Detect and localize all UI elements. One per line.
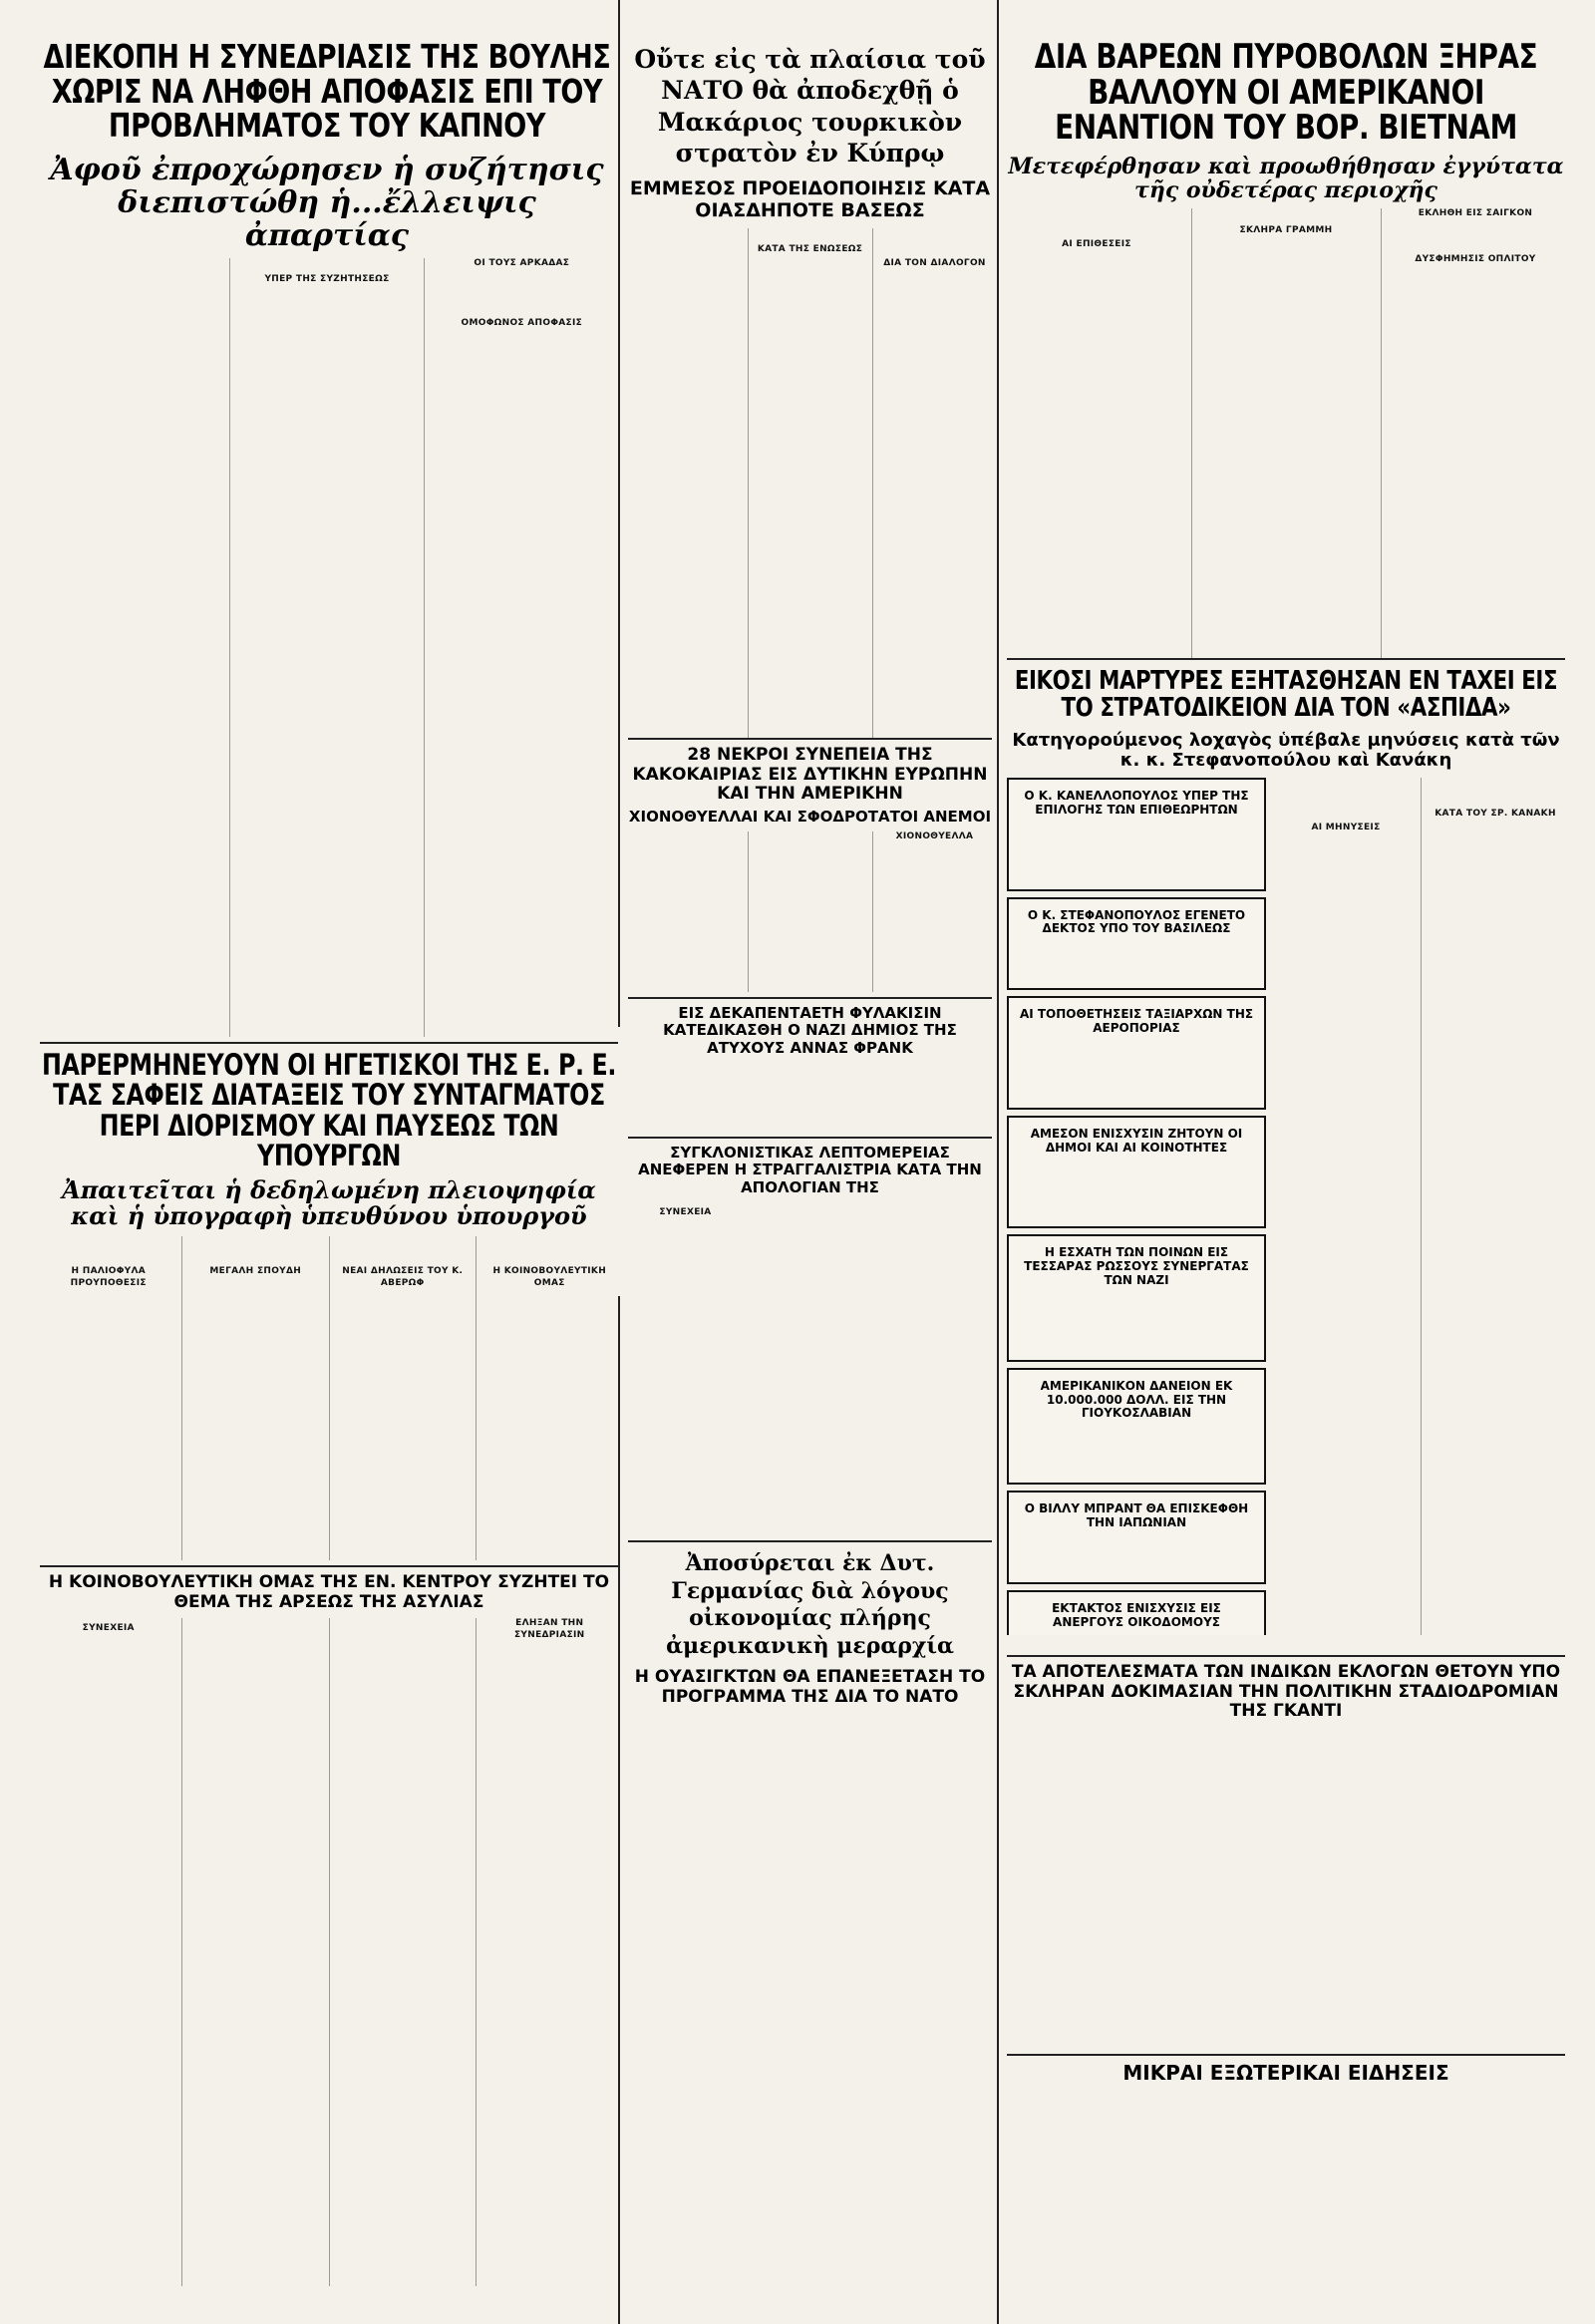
- aspida-deck: Κατηγορούμενος λοχαγὸς ὑπέβαλε μηνύσεις κατὰ τῶν κ. κ. Στεφανοπούλου καὶ Κανάκη: [1012, 729, 1560, 772]
- section-rule: [1007, 2054, 1565, 2056]
- asylum-body: [40, 1618, 618, 2286]
- germany-deck: Η ΟΥΑΣΙΓΚΤΩΝ ΘΑ ΕΠΑΝΕΞΕΤΑΣΗ ΤΟ ΠΡΟΓΡΑΜΜΑ ΤΗΣ ΔΙΑ ΤΟ ΝΑΤΟ: [634, 1667, 986, 1707]
- sidebar-brief-title: ΑΜΕΡΙΚΑΝΙΚΟΝ ΔΑΝΕΙΟΝ ΕΚ 10.000.000 ΔΟΛΛ. ΕΙΣ ΤΗΝ ΓΙΟΥΚΟΣΛΑΒΙΑΝ: [1040, 1378, 1233, 1421]
- sidebar-brief: [1007, 897, 1266, 991]
- section-rule: [628, 997, 992, 999]
- sidebar-brief-title: ΕΚΤΑΚΤΟΣ ΕΝΙΣΧΥΣΙΣ ΕΙΣ ΑΝΕΡΓΟΥΣ ΟΙΚΟΔΟΜΟΥΣ: [1052, 1600, 1221, 1629]
- strangler-headline: ΣΥΓΚΛΟΝΙΣΤΙΚΑΣ ΛΕΠΤΟΜΕΡΕΙΑΣ ΑΝΕΦΕΡΕΝ Η ΣΤΡΑΓΓΑΛΙΣΤΡΙΑ ΚΑΤΑ ΤΗΝ ΑΠΟΛΟΓΙΑΝ ΤΗΣ: [638, 1144, 982, 1196]
- frank-headline: ΕΙΣ ΔΕΚΑΠΕΝΤΑΕΤΗ ΦΥΛΑΚΙΣΙΝ ΚΑΤΕΔΙΚΑΣΘΗ Ο ΝΑΖΙ ΔΗΜΙΟΣ ΤΗΣ ΑΤΥΧΟΥΣ ΑΝΝΑΣ ΦΡΑΝΚ: [663, 1004, 957, 1057]
- aspida-headline: ΕΙΚΟΣΙ ΜΑΡΤΥΡΕΣ ΕΞΗΤΑΣΘΗΣΑΝ ΕΝ ΤΑΧΕΙ ΕΙΣ ΤΟ ΣΤΡΑΤΟΔΙΚΕΙΟΝ ΔΙΑ ΤΟΝ «ΑΣΠΙΔΑ»: [1014, 666, 1558, 724]
- weather-article: [628, 738, 992, 992]
- section-rule: [628, 1137, 992, 1139]
- weather-headline: 28 ΝΕΚΡΟΙ ΣΥΝΕΠΕΙΑ ΤΗΣ ΚΑΚΟΚΑΙΡΙΑΣ ΕΙΣ ΔΥΤΙΚΗΝ ΕΥΡΩΠΗΝ ΚΑΙ ΤΗΝ ΑΜΕΡΙΚΗΝ: [632, 745, 988, 805]
- frank-body: [628, 1063, 992, 1132]
- lead-right-headline: ΔΙΑ ΒΑΡΕΩΝ ΠΥΡΟΒΟΛΩΝ ΞΗΡΑΣ ΒΑΛΛΟΥΝ ΟΙ ΑΜΕΡΙΚΑΝΟΙ ΕΝΑΝΤΙΟΝ ΤΟΥ ΒΟΡ. ΒΙΕΤΝΑΜ: [1034, 40, 1538, 149]
- column-rule: [618, 1296, 620, 2324]
- strangler-article: [628, 1137, 992, 1535]
- india-body: [1007, 1728, 1565, 2047]
- constitution-body: [40, 1236, 618, 1560]
- sidebar-brief-title: ΑΜΕΣΟΝ ΕΝΙΣΧΥΣΙΝ ΖΗΤΟΥΝ ΟΙ ΔΗΜΟΙ ΚΑΙ ΑΙ ΚΟΙΝΟΤΗΤΕΣ: [1030, 1126, 1243, 1155]
- aspida-subhead: ΚΑΤΑ ΤΟΥ ΣΡ. ΚΑΝΑΚΗ: [1435, 808, 1556, 819]
- lead-right-body: [1007, 208, 1565, 658]
- section-rule: [628, 1540, 992, 1542]
- sidebar-brief: [1007, 1116, 1266, 1229]
- germany-headline: Ἀποσύρεται ἐκ Δυτ. Γερμανίας διὰ λόγους οἰκονομίας πλήρης ἀμερικανικὴ μεραρχία: [666, 1550, 954, 1659]
- sidebar-brief: [1007, 778, 1266, 891]
- sidebar-brief-title: Ο Κ. ΚΑΝΕΛΛΟΠΟΥΛΟΣ ΥΠΕΡ ΤΗΣ ΕΠΙΛΟΓΗΣ ΤΩΝ ΕΠΙΘΕΩΡΗΤΩΝ: [1024, 789, 1249, 817]
- sidebar-brief: [1007, 996, 1266, 1110]
- germany-body: [628, 1713, 992, 2308]
- sidebar-brief-title: Ο Κ. ΣΤΕΦΑΝΟΠΟΥΛΟΣ ΕΓΕΝΕΤΟ ΔΕΚΤΟΣ ΥΠΟ ΤΟΥ ΒΑΣΙΛΕΩΣ: [1027, 907, 1246, 936]
- weather-deck: ΧΙΟΝΟΘΥΕΛΛΑΙ ΚΑΙ ΣΦΟΔΡΟΤΑΤΟΙ ΑΝΕΜΟΙ: [628, 807, 992, 826]
- asylum-subhead: ΕΛΗΞΑΝ ΤΗΝ ΣΥΝΕΔΡΙΑΣΙΝ: [513, 1618, 585, 1640]
- aspida-subhead: ΑΙ ΜΗΝΥΣΕΙΣ: [1311, 823, 1381, 833]
- sidebar-brief: [1007, 1590, 1266, 1635]
- aspida-body: [1276, 778, 1565, 1635]
- constitution-article: [40, 1042, 618, 1560]
- lead-mid-body: [628, 228, 992, 738]
- section-rule: [40, 1565, 618, 1567]
- strangler-body: [628, 1202, 992, 1531]
- column-rule: [997, 0, 999, 2324]
- section-rule: [1007, 658, 1565, 660]
- lead-left-subheadline: Ἀφοῦ ἐπροχώρησεν ἡ συζήτησις διεπιστώθη ἡ...ἔλλειψις ἀπαρτίας: [50, 152, 604, 253]
- constitution-subhead: Η ΠΑΛΙΟΦΥΛΑ ΠΡΟΥΠΟΘΕΣΙΣ: [70, 1266, 147, 1289]
- lead-left-subhead: ΟΙ ΤΟΥΣ ΑΡΚΑΔΑΣ: [474, 257, 570, 268]
- sidebar-brief-title: Η ΕΣΧΑΤΗ ΤΩΝ ΠΟΙΝΩΝ ΕΙΣ ΤΕΣΣΑΡΑΣ ΡΩΣΣΟΥΣ ΣΥΝΕΡΓΑΤΑΣ ΤΩΝ ΝΑΖΙ: [1024, 1245, 1249, 1287]
- frank-article: [628, 997, 992, 1132]
- lead-right-subhead: ΕΚΛΗΘΗ ΕΙΣ ΣΑΙΓΚΟΝ: [1418, 208, 1533, 219]
- constitution-subhead: Η ΚΟΙΝΟΒΟΥΛΕΥΤΙΚΗ ΟΜΑΣ: [492, 1266, 607, 1289]
- sidebar-brief-title: Ο ΒΙΛΛΥ ΜΠΡΑΝΤ ΘΑ ΕΠΙΣΚΕΦΘΗ ΤΗΝ ΙΑΠΩΝΙΑΝ: [1024, 1501, 1249, 1529]
- asylum-headline: Η ΚΟΙΝΟΒΟΥΛΕΥΤΙΚΗ ΟΜΑΣ ΤΗΣ ΕΝ. ΚΕΝΤΡΟΥ ΣΥΖΗΤΕΙ ΤΟ ΘΕΜΑ ΤΗΣ ΑΡΣΕΩΣ ΤΗΣ ΑΣΥΛΙΑΣ: [48, 1572, 610, 1612]
- lead-right-article: [1007, 40, 1565, 658]
- sidebar-brief: [1007, 1368, 1266, 1485]
- sidebar-briefs: [1007, 778, 1266, 1635]
- lead-right-subhead: ΑΙ ΕΠΙΘΕΣΕΙΣ: [1062, 239, 1131, 250]
- column-rule: [618, 0, 620, 1027]
- lead-right-subhead: ΣΚΛΗΡΑ ΓΡΑΜΜΗ: [1239, 224, 1333, 235]
- asylum-article: [40, 1565, 618, 2303]
- lead-mid-deck: ΕΜΜΕΣΟΣ ΠΡΟΕΙΔΟΠΟΙΗΣΙΣ ΚΑΤΑ ΟΙΑΣΔΗΠΟΤΕ ΒΑΣΕΩΣ: [629, 177, 991, 221]
- lead-right-subhead: ΔΥΣΦΗΜΗΣΙΣ ΟΠΛΙΤΟΥ: [1415, 254, 1536, 264]
- constitution-subhead: ΜΕΓΑΛΗ ΣΠΟΥΔΗ: [209, 1266, 302, 1277]
- lead-mid-article: [628, 40, 992, 738]
- india-article: [1007, 1655, 1565, 2054]
- weather-subhead: ΧΙΟΝΟΘΥΕΛΛΑ: [895, 830, 974, 841]
- india-headline: ΤΑ ΑΠΟΤΕΛΕΣΜΑΤΑ ΤΩΝ ΙΝΔΙΚΩΝ ΕΚΛΟΓΩΝ ΘΕΤΟΥΝ ΥΠΟ ΣΚΛΗΡΑΝ ΔΟΚΙΜΑΣΙΑΝ ΤΗΝ ΠΟΛΙΤΙΚΗΝ ΣΤΑΔΙΟΔΡΟΜΙΑΝ ΤΗΣ ΓΚΑΝΤΙ: [1011, 1662, 1561, 1722]
- sidebar-brief: [1007, 1491, 1266, 1584]
- foreign-briefs-body: [1007, 2091, 1565, 2280]
- asylum-subhead: ΣΥΝΕΧΕΙΑ: [82, 1623, 135, 1634]
- lead-mid-subhead: ΔΙΑ ΤΟΝ ΔΙΑΛΟΓΟΝ: [883, 258, 986, 269]
- constitution-subhead: ΝΕΑΙ ΔΗΛΩΣΕΙΣ ΤΟΥ Κ. ΑΒΕΡΩΦ: [342, 1266, 464, 1289]
- lead-right-subheadline: Μετεφέρθησαν καὶ προωθήθησαν ἐγγύτατα τῆς οὐδετέρας περιοχῆς: [1008, 154, 1564, 204]
- foreign-briefs-headline: ΜΙΚΡΑΙ ΕΞΩΤΕΡΙΚΑΙ ΕΙΔΗΣΕΙΣ: [1122, 2061, 1449, 2085]
- lead-left-article: [40, 40, 614, 1037]
- sidebar-brief-title: ΑΙ ΤΟΠΟΘΕΤΗΣΕΙΣ ΤΑΞΙΑΡΧΩΝ ΤΗΣ ΑΕΡΟΠΟΡΙΑΣ: [1019, 1007, 1254, 1035]
- sidebar-brief: [1007, 1234, 1266, 1361]
- strangler-subhead: ΣΥΝΕΧΕΙΑ: [659, 1206, 712, 1217]
- weather-body: [628, 831, 992, 992]
- lead-mid-subhead: ΚΑΤΑ ΤΗΣ ΕΝΩΣΕΩΣ: [757, 244, 863, 255]
- lead-left-subhead: ΥΠΕΡ ΤΗΣ ΣΥΖΗΤΗΣΕΩΣ: [264, 274, 390, 285]
- section-rule: [1007, 1655, 1565, 1657]
- lead-left-headline: ΔΙΕΚΟΠΗ Η ΣΥΝΕΔΡΙΑΣΙΣ ΤΗΣ ΒΟΥΛΗΣ ΧΩΡΙΣ ΝΑ ΛΗΦΘΗ ΑΠΟΦΑΣΙΣ ΕΠΙ ΤΟΥ ΠΡΟΒΛΗΜΑΤΟΣ ΤΟΥ ΚΑΠΝΟΥ: [43, 40, 611, 146]
- section-rule: [628, 738, 992, 740]
- constitution-subheadline: Ἀπαιτεῖται ἡ δεδηλωμένη πλειοψηφία καὶ ἡ ὑπογραφὴ ὑπευθύνου ὑπουργοῦ: [62, 1174, 596, 1231]
- lead-mid-headline: Οὔτε εἰς τὰ πλαίσια τοῦ ΝΑΤΟ θὰ ἀποδεχθῇ ὁ Μακάριος τουρκικὸν στρατὸν ἐν Κύπρῳ: [634, 45, 986, 167]
- section-rule: [40, 1042, 618, 1044]
- lead-left-subhead: ΟΜΟΦΩΝΟΣ ΑΠΟΦΑΣΙΣ: [461, 317, 583, 328]
- lead-left-body: [40, 258, 614, 1037]
- foreign-briefs-article: [1007, 2054, 1565, 2303]
- germany-article: [628, 1540, 992, 2308]
- constitution-headline: ΠΑΡΕΡΜΗΝΕΥΟΥΝ ΟΙ ΗΓΕΤΙΣΚΟΙ ΤΗΣ Ε. Ρ. Ε. ΤΑΣ ΣΑΦΕΙΣ ΔΙΑΤΑΞΕΙΣ ΤΟΥ ΣΥΝΤΑΓΜΑΤΟΣ ΠΕΡΙ ΔΙΟΡΙΣΜΟΥ ΚΑΙ ΠΑΥΣΕΩΣ ΤΩΝ ΥΠΟΥΡΓΩΝ: [42, 1048, 616, 1173]
- aspida-article: [1007, 658, 1565, 1655]
